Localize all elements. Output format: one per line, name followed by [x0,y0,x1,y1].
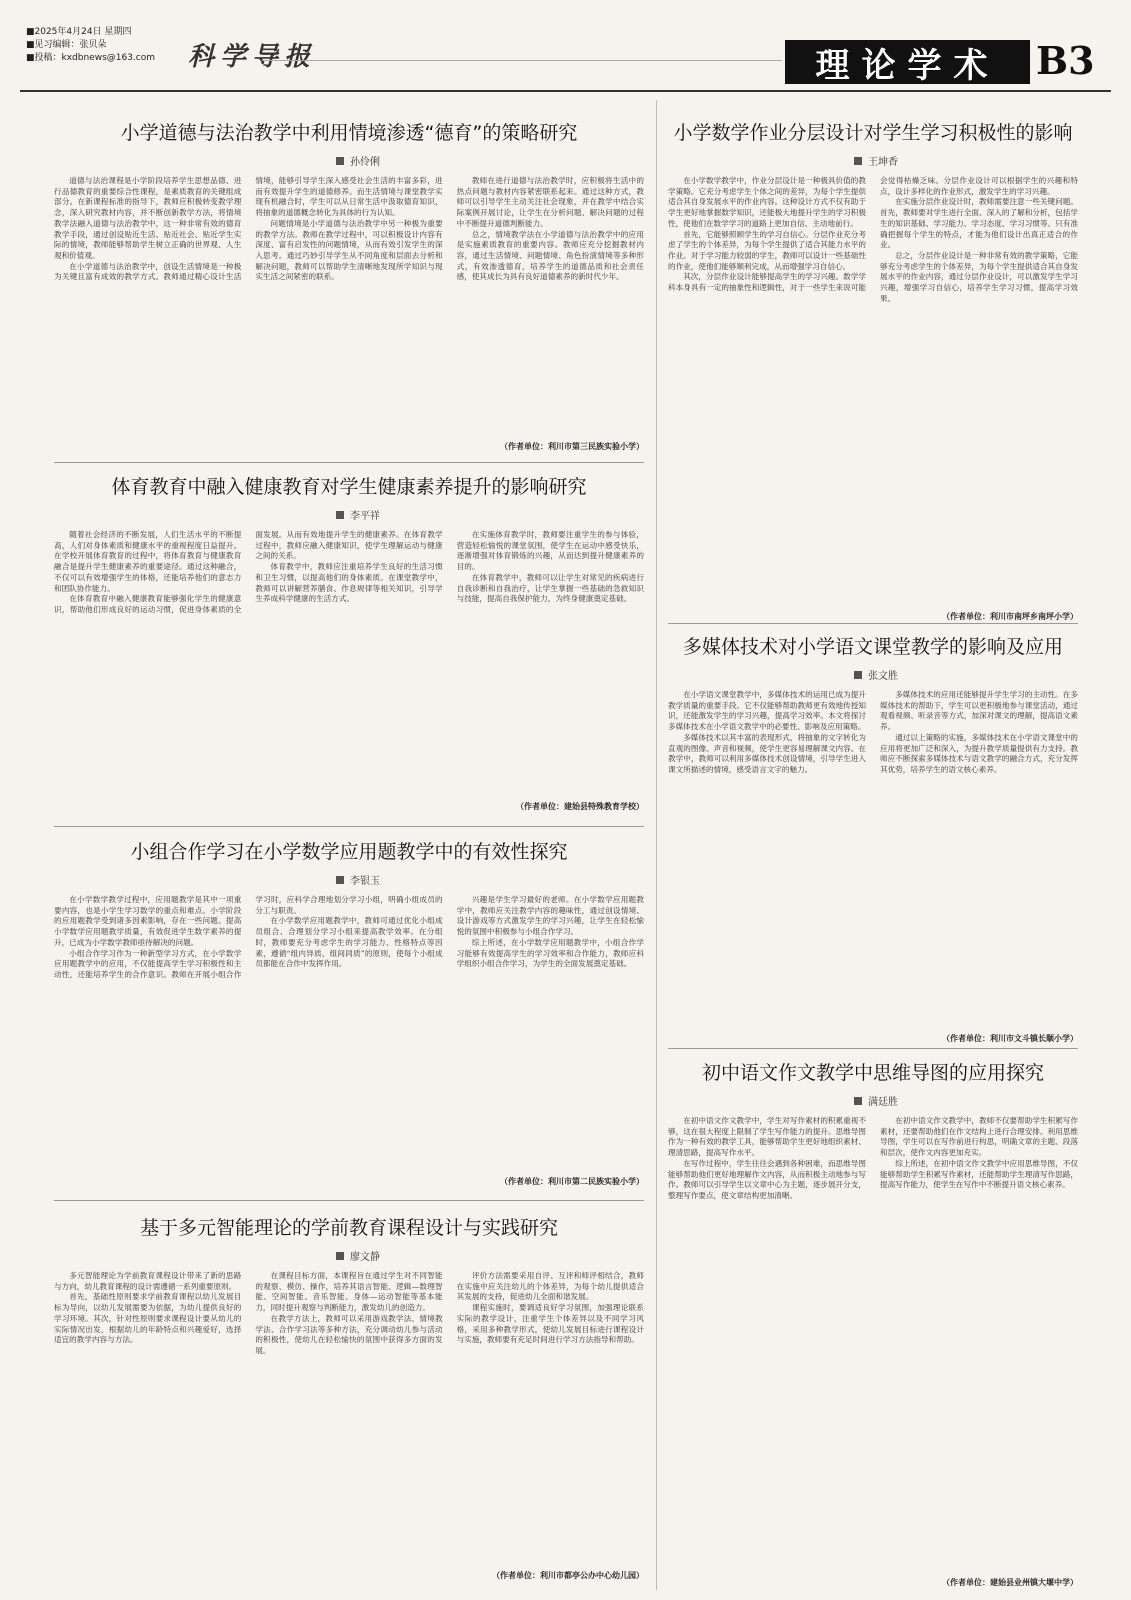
paragraph: 其次，分层作业设计能够提高学生的学习兴趣。数学学科本身具有一定的抽象性和逻辑性，对于一些学生来说可能会觉得枯燥乏味。分层作业设计可以根据学生的兴趣和特点，设计多样化的作业形式，激发学生的学习兴趣。 [668,176,1078,293]
article-layered-homework [668,118,1078,623]
article-affiliation: （作者单位：利川市第二民族实验小学） [500,1177,644,1186]
author-marker-icon [336,511,344,519]
header-divider [20,90,1111,92]
header-rule [262,60,782,61]
paragraph: 综上所述，在初中语文作文教学中应用思维导图，不仅能够帮助学生积累写作素材，还能帮助学生理清写作思路，提高写作能力，使学生在写作中不断提升语文核心素养。 [880,1158,1078,1190]
paragraph: 在小学数学教学中，作业分层设计是一种极具价值的教学策略。它充分考虑学生个体之间的差异，为每个学生提供适合其自身发展水平的作业内容。这种设计方式不仅有助于学生更好地掌握数学知识，还能极大地提升学生的学习积极性，使他们在数学学习的道路上更加自信、主动地前行。 [668,176,866,228]
editor-line: ■见习编辑：张贝朵 [26,40,107,50]
article-author [854,667,1078,682]
paragraph: 在课程目标方面，本课程旨在通过学生对不同智能的观察、模仿、操作，培养其语言智能、逻辑—数理智能、空间智能、音乐智能、身体—运动智能等基本能力，同时提升观察与判断能力，激发幼儿的创造力。 [255,1271,443,1313]
paragraph: 在实施分层作业设计时，教师需要注意一些关键问题。首先，教师要对学生进行全面、深入的了解和分析，包括学生的知识基础、学习能力、学习态度、学习习惯等。只有准确把握每个学生的特点，才能为他们设计出真正适合的作业。 [880,197,1078,250]
paragraph: 问题情境是小学道德与法治教学中另一种极为重要的教学方法。教师在教学过程中，可以积极设计内容有深度、富有启发性的问题情境，从而有效引发学生的深入思考。通过巧妙引导学生从不同角度和层面去分析和解决问题，教师可以帮助学生清晰地发现所学知识与现实生活之间紧密的联系。 [255,218,443,282]
article-affiliation: （作者单位：利川市文斗镇长顺小学） [942,1034,1078,1043]
paragraph: 在小学数学教学过程中，应用题教学是其中一项重要内容，也是小学生学习数学的重点和难点。小学阶段的应用题教学受到诸多因素影响，存在一些问题。提高小学数学应用题教学质量，有效促进学生数学素养的提升，已成为小学数学教师亟待解决的问题。 [54,895,242,947]
article-title[interactable]: 初中语文作文教学中思维导图的应用探究 [701,1062,1044,1084]
article-author [336,507,644,522]
article-body [668,690,1078,1030]
paragraph: 通过以上策略的实施，多媒体技术在小学语文课堂中的应用将更加广泛和深入，为提升教学质量提供有力支持。教师应不断探索多媒体技术与语文教学的融合方式，充分发挥其优势，培养学生的语文核心素养。 [880,732,1078,774]
article-title[interactable]: 小组合作学习在小学数学应用题教学中的有效性探究 [130,841,568,863]
column-divider [656,100,657,1590]
article-author [336,872,644,887]
article-body [54,176,644,438]
article-body [668,176,1078,608]
paragraph: 总之，分层作业设计是一种非常有效的教学策略，它能够充分考虑学生的个体差异，为每个学生提供适合其自身发展水平的作业内容，通过分层作业设计，可以激发学生学习兴趣，增强学习自信心，培养学生学习习惯，提高学习效果。 [880,250,1078,303]
article-affiliation: （作者单位：利川市南坪乡南坪小学） [942,612,1078,621]
article-author [854,1093,1078,1108]
author-marker-icon [854,157,862,165]
paragraph: 综上所述，在小学数学应用题教学中，小组合作学习能够有效提高学生的学习效率和合作能力，教师应科学组织小组合作学习，为学生的全面发展奠定基础。 [456,937,644,969]
paragraph: 在小学语文课堂教学中，多媒体技术的运用已成为提升教学质量的重要手段。它不仅能够帮助教师更有效地传授知识，还能激发学生的学习兴趣，提高学习效率。本文将探讨多媒体技术在小学语文教学中的必要性、影响及应用策略。 [668,690,866,732]
paragraph: 在实施体育教学时，教师要注重学生的参与体验，营造轻松愉悦的课堂氛围，使学生在运动中感受快乐，逐渐增强对体育锻炼的兴趣，从而达到提升健康素养的目的。 [456,530,644,572]
paragraph: 小组合作学习作为一种新型学习方式，在小学数学应用题教学中的应用，不仅能提高学生学习积极性和主动性，还能培养学生的合作意识。教师在开展小组合作学习时，应科学合理地划分学习小组，明确小组成员的分工与职责。 [54,895,443,979]
article-group-learning [54,837,644,1192]
author-name: 廖文静 [350,1252,380,1263]
page-number: B3 [1036,38,1095,83]
article-affiliation: （作者单位：建始县业州镇大堰中学） [942,1578,1078,1587]
article-title[interactable]: 基于多元智能理论的学前教育课程设计与实践研究 [139,1217,558,1239]
article-divider [668,1048,1078,1049]
article-divider [668,623,1078,624]
article-title[interactable]: 体育教育中融入健康教育对学生健康素养提升的影响研究 [111,476,587,498]
author-name: 李平祥 [350,511,380,522]
author-name: 张文胜 [868,671,898,682]
article-multiple-intelligences [54,1213,644,1588]
contact-email[interactable]: ■投稿：kxdbnews@163.com [26,53,156,63]
author-marker-icon [336,1252,344,1260]
author-name: 满廷胜 [868,1097,898,1108]
paragraph: 首先，它能够照顾学生的学习自信心。分层作业充分考虑了学生的个体差异，为每个学生提供了适合其能力水平的作业。对于学习能力较弱的学生，教师可以设计一些基础性的作业，使他们能够顺利完成，从而增强学习自信心。 [668,229,866,271]
paragraph: 多媒体技术的应用还能够提升学生学习的主动性。在多媒体技术的帮助下，学生可以更积极地参与课堂活动，通过观看视频、听录音等方式，加深对课文的理解，提高语文素养。 [880,690,1078,732]
author-name: 王坤香 [868,157,898,168]
section-title: 理论学术 [785,40,1030,84]
paragraph: 在体育教学中，教师可以让学生对常见的疾病进行自我诊断和自我治疗，让学生掌握一些基础的急救知识与技能，提高自我保护能力，为终身健康奠定基础。 [456,572,644,604]
article-author [854,153,1078,168]
paragraph: 随着社会经济的不断发展，人们生活水平的不断提高，人们对身体素质和健康水平的重视程度日益提升。在学校开展体育教育的过程中，将体育教育与健康教育融合是提升学生健康素养的重要途径。通过这种融合，不仅可以有效增强学生的体格，还能培养他们的意志力和团队协作能力。 [54,530,242,593]
paragraph: 在初中语文作文教学中，学生对写作素材的积累重视不够，这在很大程度上限制了学生写作能力的提升。思维导图作为一种有效的教学工具，能够帮助学生更好地组织素材、理清思路，提高写作水平。 [668,1116,866,1158]
paragraph: 在教学方法上，教师可以采用游戏教学法、情境教学法、合作学习法等多种方法，充分调动幼儿参与活动的积极性，使幼儿在轻松愉快的氛围中获得多方面的发展。 [255,1313,443,1355]
paragraph: 课程实施时，要调适良好学习氛围，加强理论联系实际的教学设计，注重学生个体差异以及不同学习风格，采用多种教学形式，使幼儿发展目标进行课程设计与实施，教师要有充足时间进行学习方法指导和帮助。 [456,1303,644,1345]
paragraph: 道德与法治课程是小学阶段培养学生思想品德、进行品德教育的重要综合性课程，是素质教育的关键组成部分。在新课程标准的指导下，教师应积极转变教学理念，深入研究教材内容，并不断创新教学方法，将情境教学法融入道德与法治教学中，这一种非常有效的德育教学手段，通过创设贴近生活、贴近社会、贴近学生实际的情境，教师能够帮助学生树立正确的世界观、人生观和价值观。 [54,176,242,260]
paragraph: 教师在进行道德与法治教学时，应积极将生活中的热点问题与教材内容紧密联系起来。通过这种方式，教师可以引导学生主动关注社会现象，并在教学中结合实际案例开展讨论，让学生在分析问题、解决问题的过程中不断提升道德判断能力。 [456,176,644,228]
paragraph: 在小学道德与法治教学中，创设生活情境是一种极为关键且富有成效的教学方式。教师通过精心设计生活情境，能够引导学生深入感受社会生活的丰富多彩，进而有效提升学生的道德修养。而生活情境与课堂教学实现有机融合时，学生可以从日常生活中汲取德育知识，将抽象的道德概念转化为具体的行为认知。 [54,176,443,282]
author-marker-icon [854,1097,862,1105]
article-body [668,1116,1078,1574]
article-moral-education [54,118,644,463]
article-divider [54,826,644,827]
paragraph: 首先，基础性原则要求学前教育课程以幼儿发展目标为导向，以幼儿发展需要为依据，为幼儿提供良好的学习环境。其次，针对性原则要求课程设计要从幼儿的实际情况出发，根据幼儿的年龄特点和兴趣爱好，选择适宜的教学内容与方法。 [54,1292,242,1345]
newspaper-logo: 科学导报 [188,42,317,72]
author-name: 孙伶俐 [350,157,380,168]
article-affiliation: （作者单位：利川市都亭公办中心幼儿园） [492,1571,644,1580]
page-header [0,0,1131,88]
paragraph: 在体育教育中融入健康教育能够强化学生的健康意识，帮助他们形成良好的运动习惯，促进身体素质的全面发展。从而有效地提升学生的健康素养。在体育教学过程中，教师应融入健康知识，使学生理解运动与健康之间的关系。 [54,530,443,614]
article-body [54,895,644,1173]
article-body [54,1271,644,1567]
article-divider [54,1200,644,1201]
article-author [336,153,644,168]
author-marker-icon [854,671,862,679]
article-title[interactable]: 小学数学作业分层设计对学生学习积极性的影响 [673,122,1073,144]
paragraph: 多元智能理论为学前教育课程设计带来了新的思路与方向，幼儿教育课程的设计需遵循一系列重要原则。 [54,1271,242,1291]
issue-date: ■2025年4月24日 星期四 [26,27,132,37]
paragraph: 体育教学中，教师应注重培养学生良好的生活习惯和卫生习惯，以提高他们的身体素质。在课堂教学中，教师可以讲解营养膳食、作息规律等相关知识，引导学生养成科学健康的生活方式。 [255,562,443,604]
paragraph: 兴趣是学生学习最好的老师。在小学数学应用题教学中，教师应关注教学内容的趣味性，通过创设情境、设计游戏等方式激发学生的学习兴趣，让学生在轻松愉悦的氛围中积极参与小组合作学习。 [456,895,644,937]
paragraph: 在小学数学应用题教学中，教师可通过优化小组成员组合、合理划分学习小组来提高教学效率。在分组时，教师要充分考虑学生的学习能力、性格特点等因素，遵循“组内异质、组间同质”的原则，使每个小组成员都能在合作中发挥作用。 [255,916,443,969]
article-affiliation: （作者单位：利川市第三民族实验小学） [500,442,644,451]
article-multimedia-chinese [668,632,1078,1042]
masthead-meta [26,26,155,65]
author-marker-icon [336,157,344,165]
paragraph: 评价方法需要采用自评、互评和师评相结合，教师在实施中应关注幼儿的个体差异，为每个幼儿提供适合其发展的支持，促进幼儿全面和谐发展。 [456,1271,644,1302]
article-title[interactable]: 小学道德与法治教学中利用情境渗透“德育”的策略研究 [120,122,578,144]
article-divider [54,462,644,463]
author-marker-icon [336,876,344,884]
article-body [54,530,644,798]
article-affiliation: （作者单位：建始县特殊教育学校） [516,802,644,811]
author-name: 李银玉 [350,876,380,887]
paragraph: 在初中语文作文教学中，教师不仅要帮助学生积累写作素材，还要帮助他们在作文结构上进行合理安排。利用思维导图，学生可以在写作前进行构思，明确文章的主题、段落和层次，使作文内容更加充实。 [880,1116,1078,1158]
paragraph: 多媒体技术以其丰富的表现形式，将抽象的文字转化为直观的图像、声音和视频，使学生更容易理解课文内容。在教学中，教师可以利用多媒体技术创设情境，引导学生进入课文所描述的情境，感受语言文字的魅力。 [668,732,866,774]
paragraph: 总之，情境教学法在小学道德与法治教学中的应用是实施素质教育的重要内容。教师应充分挖掘教材内容，通过生活情境、问题情境、角色扮演情境等多种形式，有效渗透德育，培养学生的道德品质和社会责任感，使其成长为具有良好道德素养的新时代少年。 [456,229,644,282]
article-mind-map [668,1058,1078,1588]
article-author [336,1248,644,1263]
paragraph: 在写作过程中，学生往往会遇到各种困难，而思维导图能够帮助他们更好地理解作文内容，从而积极主动地参与写作。教师可以引导学生以文章中心为主题，逐步展开分支，整理写作要点，使文章结构更加清晰。 [668,1158,866,1200]
article-title[interactable]: 多媒体技术对小学语文课堂教学的影响及应用 [682,636,1063,658]
article-health-education [54,472,644,817]
